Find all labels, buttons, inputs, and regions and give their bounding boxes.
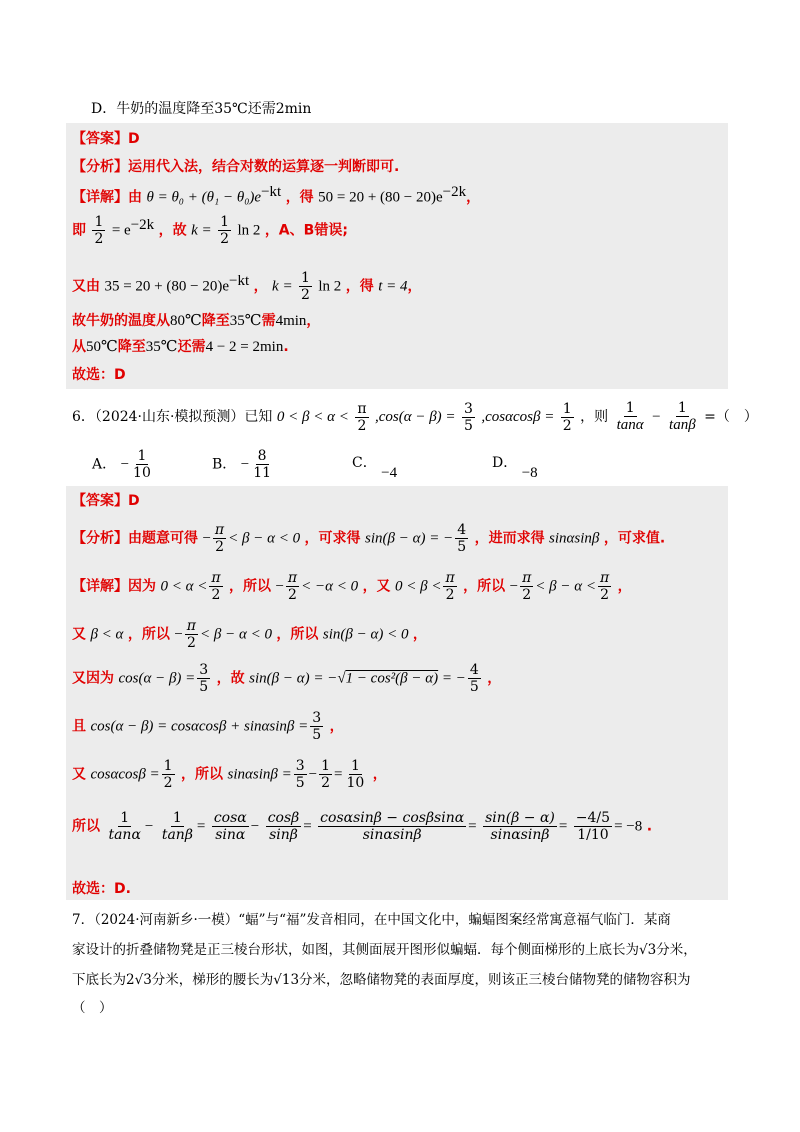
detail-6-line1: 【详解】因为 0 < α < $\frac{\pi}{2}$ ，所以 − $\frac{\pi}{2}$ < −α < 0 ，又 0 < β < $\frac{\pi}{2}$ ，所以 − $\frac{\pi}{2}$ < β − α < $\frac{\pi}{2}$ ， <box>72 570 632 604</box>
detail-text: ，得 <box>285 189 314 206</box>
formula-exponent: −2k <box>442 184 467 200</box>
detail-text: ， <box>617 578 632 595</box>
formula: 50℃ <box>86 339 118 355</box>
question-6-prefix: 6．（2024·山东·模拟预测）已知 <box>72 409 273 426</box>
analysis-text: 由题意可得 <box>128 530 198 547</box>
detail-text: ，所以 <box>276 626 319 643</box>
detail-5-line4 <box>72 310 320 330</box>
detail-text: ， <box>412 626 427 643</box>
q5-option-d: D．牛奶的温度降至35℃还需2min <box>91 101 312 117</box>
formula: 35℃ <box>229 313 262 329</box>
answer-value: D <box>128 493 140 509</box>
formula: 0 < β < α < <box>276 409 349 426</box>
detail-text: 又 <box>72 766 86 783</box>
option-b[interactable]: B． − $\frac{8}{11}$ <box>212 448 272 482</box>
detail-5-line5 <box>72 336 289 356</box>
fraction: $\frac{1}{2}$ <box>94 214 104 248</box>
detail-text: ， <box>329 718 344 735</box>
formula-exponent: −kt <box>228 272 250 289</box>
analysis-6-line: 【分析】由题意可得 − $\frac{\pi}{2}$ < β − α < 0 ，可求得 sin(β − α) = − $\frac{4}{5}$ ，进而求得 sinαsinβ ，可求值. <box>72 522 666 556</box>
formula: k = <box>272 278 293 295</box>
detail-text: ，所以 <box>127 626 170 643</box>
detail-text: ，所以 <box>463 578 506 595</box>
formula: ln 2 <box>237 222 261 239</box>
question-6-tail: =（ ） <box>704 409 758 426</box>
detail-6-line6: 所以 $\frac{1}{\tan\alpha}$ − $\frac{1}{\tan\beta}$ = $\frac{\cos\alpha}{\sin\alpha}$ − $\frac{\cos\beta}{\sin\beta}$ = $\frac{\cos\alpha\sin\beta - \cos\beta\sin\alpha}{\sin\alpha\sin\beta}$ = $\frac{\sin(\beta - \alpha)}{\sin\alpha\sin\beta}$ = $\frac{-4/5}{1/10}$ = −8 . <box>72 810 653 844</box>
analysis-tag: 【分析】 <box>72 530 128 547</box>
answer-tag: 【答案】 <box>72 493 128 509</box>
detail-text: ，故 <box>158 222 187 239</box>
fraction: $\frac{1}{10}$ <box>133 448 151 482</box>
formula: sinαsinβ <box>549 530 600 547</box>
fraction: $\frac{1}{2}$ <box>562 400 572 434</box>
detail-tag: 【详解】 <box>72 578 128 595</box>
formula: t = 4 <box>378 278 408 295</box>
detail-6-line5: 又 cosαcosβ = $\frac{1}{2}$ ，所以 sinαsinβ = $\frac{3}{5}$ − $\frac{1}{2}$ = $\frac{1}{10}$ ， <box>72 758 387 792</box>
detail-text: 降至 <box>201 313 230 329</box>
detail-text: ，所以 <box>181 766 224 783</box>
detail-text: ， <box>487 670 502 687</box>
detail-text: 即 <box>72 222 86 239</box>
detail-6-line2: 又 β < α ，所以 − $\frac{\pi}{2}$ < β − α < 0 ，所以 sin(β − α) < 0 ， <box>72 618 427 652</box>
detail-text: ，故 <box>216 670 245 687</box>
question-7-line2: 家设计的折叠储物凳是正三棱台形状，如图，其侧面展开图形似蝙蝠．每个侧面梯形的上底长为√3分米， <box>72 942 697 958</box>
detail-text: 由 <box>128 189 142 206</box>
detail-6-line4: 且 cos(α − β) = cosαcosβ + sinαsinβ = $\frac{3}{5}$ ， <box>72 710 344 744</box>
detail-text: ， <box>407 278 422 295</box>
fraction: $\frac{1}{2}$ <box>220 214 229 248</box>
detail-text: 需 <box>261 313 276 329</box>
question-7-line1: 7．（2024·河南新乡·一模）“蝠”与“福”发音相同，在中国文化中，蝙蝠图案经常寓意福气临门．某商 <box>72 912 671 928</box>
formula: 4 − 2 = 2min <box>205 339 284 355</box>
formula: ln 2 <box>318 278 342 295</box>
detail-6-line3: 又因为 cos(α − β) = $\frac{3}{5}$ ，故 sin(β − α) = −√1 − cos²(β − α) = − $\frac{4}{5}$ ， <box>72 662 502 696</box>
detail-text: 从 <box>72 339 86 355</box>
answer-tag: 【答案】 <box>72 131 128 147</box>
detail-text: ，所以 <box>228 578 271 595</box>
formula: θ = θ₀ + (θ₁ − θ₀)e <box>146 189 262 206</box>
detail-tag: 【详解】 <box>72 189 128 206</box>
formula: 35 = 20 + (80 − 20)e <box>104 278 229 295</box>
question-6-then: ，则 <box>580 409 609 426</box>
question-6: 6．（2024·山东·模拟预测）已知 0 < β < α < $\frac{\pi}{2}$ ,cos(α − β) = $\frac{3}{5}$ ,cosαcosβ = $\frac{1}{2}$ ，则 $\frac{1}{\tan\alpha}$ − $\frac{1}{\tan\beta}$ =（ ） <box>72 400 758 434</box>
analysis-text: ，进而求得 <box>474 530 545 547</box>
detail-5-line1: 【详解】由 $\theta = \theta_0 + (\theta_1 - \theta_0)e^{-kt}$ ，得 $50 = 20 + (80 - 20)e^{-2k}$， <box>72 184 481 206</box>
answer-6-line <box>72 490 140 510</box>
detail-text: 所以 <box>72 818 100 835</box>
option-a[interactable]: A． − $\frac{1}{10}$ <box>92 448 151 482</box>
formula: k = <box>191 222 212 239</box>
detail-text: 又由 <box>72 278 100 295</box>
detail-text: 还需 <box>177 339 206 355</box>
detail-text: 故牛奶的温度从 <box>72 313 170 329</box>
formula: ,cos(α − β) = <box>374 409 456 426</box>
detail-text: ，又 <box>362 578 391 595</box>
formula: 80℃ <box>170 313 202 329</box>
fraction: $\frac{8}{11}$ <box>253 448 272 482</box>
fraction: $\frac{\pi}{2}$ <box>357 400 367 434</box>
formula-exponent: −kt <box>261 184 282 200</box>
fraction: $\frac{1}{2}$ <box>301 270 310 304</box>
answer-5-line <box>72 128 140 148</box>
fraction: $\frac{1}{\tan\beta}$ <box>669 400 696 434</box>
detail-text: ，A、B错误; <box>264 222 348 239</box>
detail-text: . <box>283 339 289 355</box>
analysis-text: 运用代入法，结合对数的运算逐一判断即可. <box>128 159 400 175</box>
detail-text: ， <box>306 313 321 329</box>
question-7-line3: 下底长为2√3分米，梯形的腰长为√13分米，忽略储物凳的表面厚度，则该正三棱台储物凳的储物容积为 <box>72 972 691 988</box>
question-7-line4: （ ） <box>72 1000 113 1016</box>
formula: = e <box>111 222 131 239</box>
detail-text: ， <box>253 278 268 295</box>
final-answer-text: 故选：D <box>72 367 126 383</box>
detail-text: 因为 <box>128 578 156 595</box>
final-answer-5 <box>72 364 126 384</box>
formula: 35℃ <box>145 339 178 355</box>
option-c[interactable]: C． −4 <box>352 455 398 481</box>
analysis-text: ，可求得 <box>304 530 361 547</box>
detail-5-line3 <box>72 270 422 303</box>
formula: 50 = 20 + (80 − 20)e <box>318 189 443 206</box>
analysis-tag: 【分析】 <box>72 159 128 175</box>
detail-text: . <box>646 818 653 835</box>
detail-text: 又 <box>72 626 86 643</box>
detail-5-line2 <box>72 214 348 247</box>
final-answer-text: 故选：D. <box>72 881 131 897</box>
detail-text: 降至 <box>117 339 146 355</box>
answer-value: D <box>128 131 140 147</box>
formula: 4min <box>275 313 307 329</box>
final-answer-6 <box>72 878 131 898</box>
detail-text: 又因为 <box>72 670 114 687</box>
analysis-5-line <box>72 156 399 176</box>
analysis-text: ，可求值. <box>603 530 666 547</box>
fraction: $\frac{1}{\tan\alpha}$ <box>616 400 644 434</box>
fraction: $\frac{3}{5}$ <box>464 400 473 434</box>
formula-exponent: −2k <box>130 216 155 233</box>
detail-text: 且 <box>72 718 86 735</box>
detail-text: ， <box>372 766 387 783</box>
detail-text: ，得 <box>345 278 374 295</box>
formula: ,cosαcosβ = <box>481 409 555 426</box>
option-d[interactable]: D． −8 <box>492 455 538 481</box>
